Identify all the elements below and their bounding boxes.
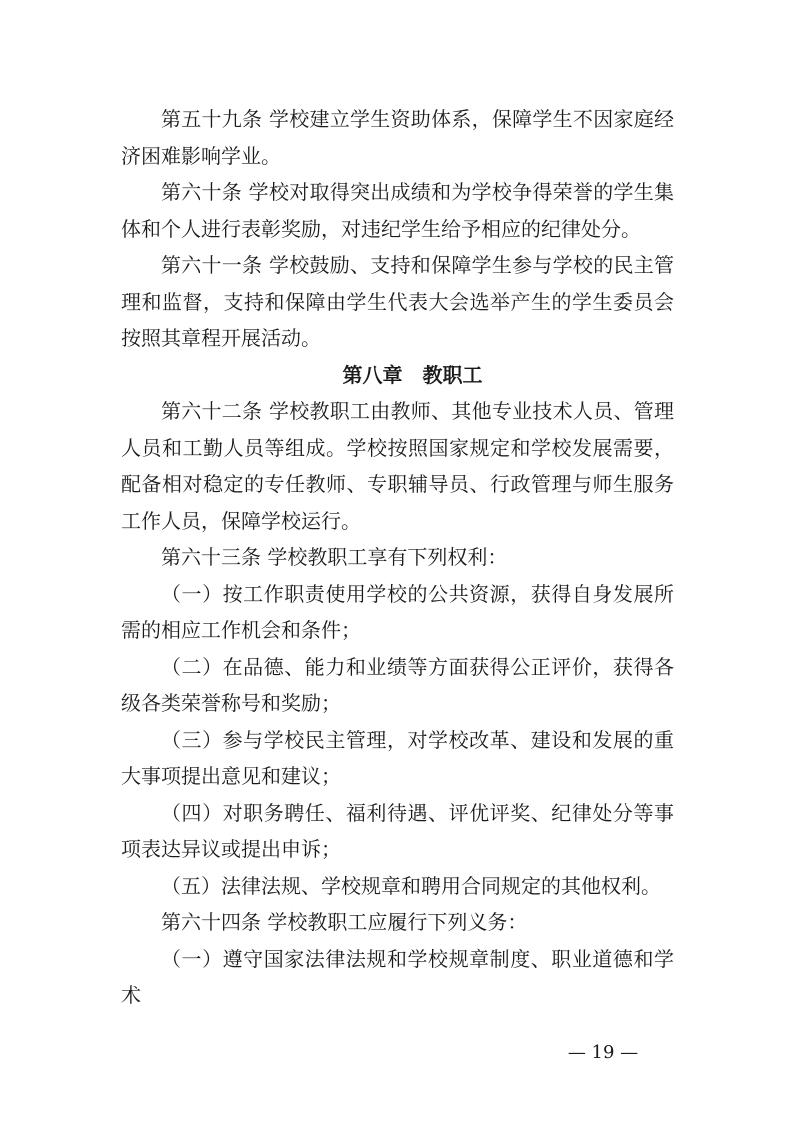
article-63: 第六十三条 学校教职工享有下列权利： (161, 545, 508, 569)
article-63-item-4: （四）对职务聘任、福利待遇、评优评奖、纪律处分等事项表达异议或提出申诉； (121, 800, 674, 861)
article-61: 第六十一条 学校鼓励、支持和保障学生参与学校的民主管理和监督，支持和保障由学生代表大会选举产生的学生委员会按照其章程开展活动。 (121, 253, 674, 350)
article-60: 第六十条 学校对取得突出成绩和为学校争得荣誉的学生集体和个人进行表彰奖励，对违纪学生给予相应的纪律处分。 (121, 180, 674, 241)
article-64-item-1: （一）遵守国家法律法规和学校规章制度、职业道德和学术 (121, 946, 674, 1007)
article-62: 第六十二条 学校教职工由教师、其他专业技术人员、管理人员和工勤人员等组成。学校按照国家规定和学校发展需要，配备相对稳定的专任教师、专职辅导员、行政管理与师生服务工作人员，保障学校运行。 (121, 399, 674, 533)
article-63-item-5: （五）法律法规、学校规章和聘用合同规定的其他权利。 (161, 873, 661, 898)
document-body (121, 101, 674, 1014)
article-63-item-2: （二）在品德、能力和业绩等方面获得公正评价，获得各级各类荣誉称号和奖励； (121, 654, 674, 715)
page-number: — 19 — (567, 1042, 639, 1063)
article-59: 第五十九条 学校建立学生资助体系，保障学生不因家庭经济困难影响学业。 (121, 107, 674, 168)
article-63-item-1: （一）按工作职责使用学校的公共资源，获得自身发展所需的相应工作机会和条件； (121, 581, 674, 642)
article-64: 第六十四条 学校教职工应履行下列义务： (161, 910, 528, 934)
chapter-heading: 第八章 教职工 (342, 362, 483, 387)
article-63-item-3: （三）参与学校民主管理，对学校改革、建设和发展的重大事项提出意见和建议； (121, 727, 674, 788)
